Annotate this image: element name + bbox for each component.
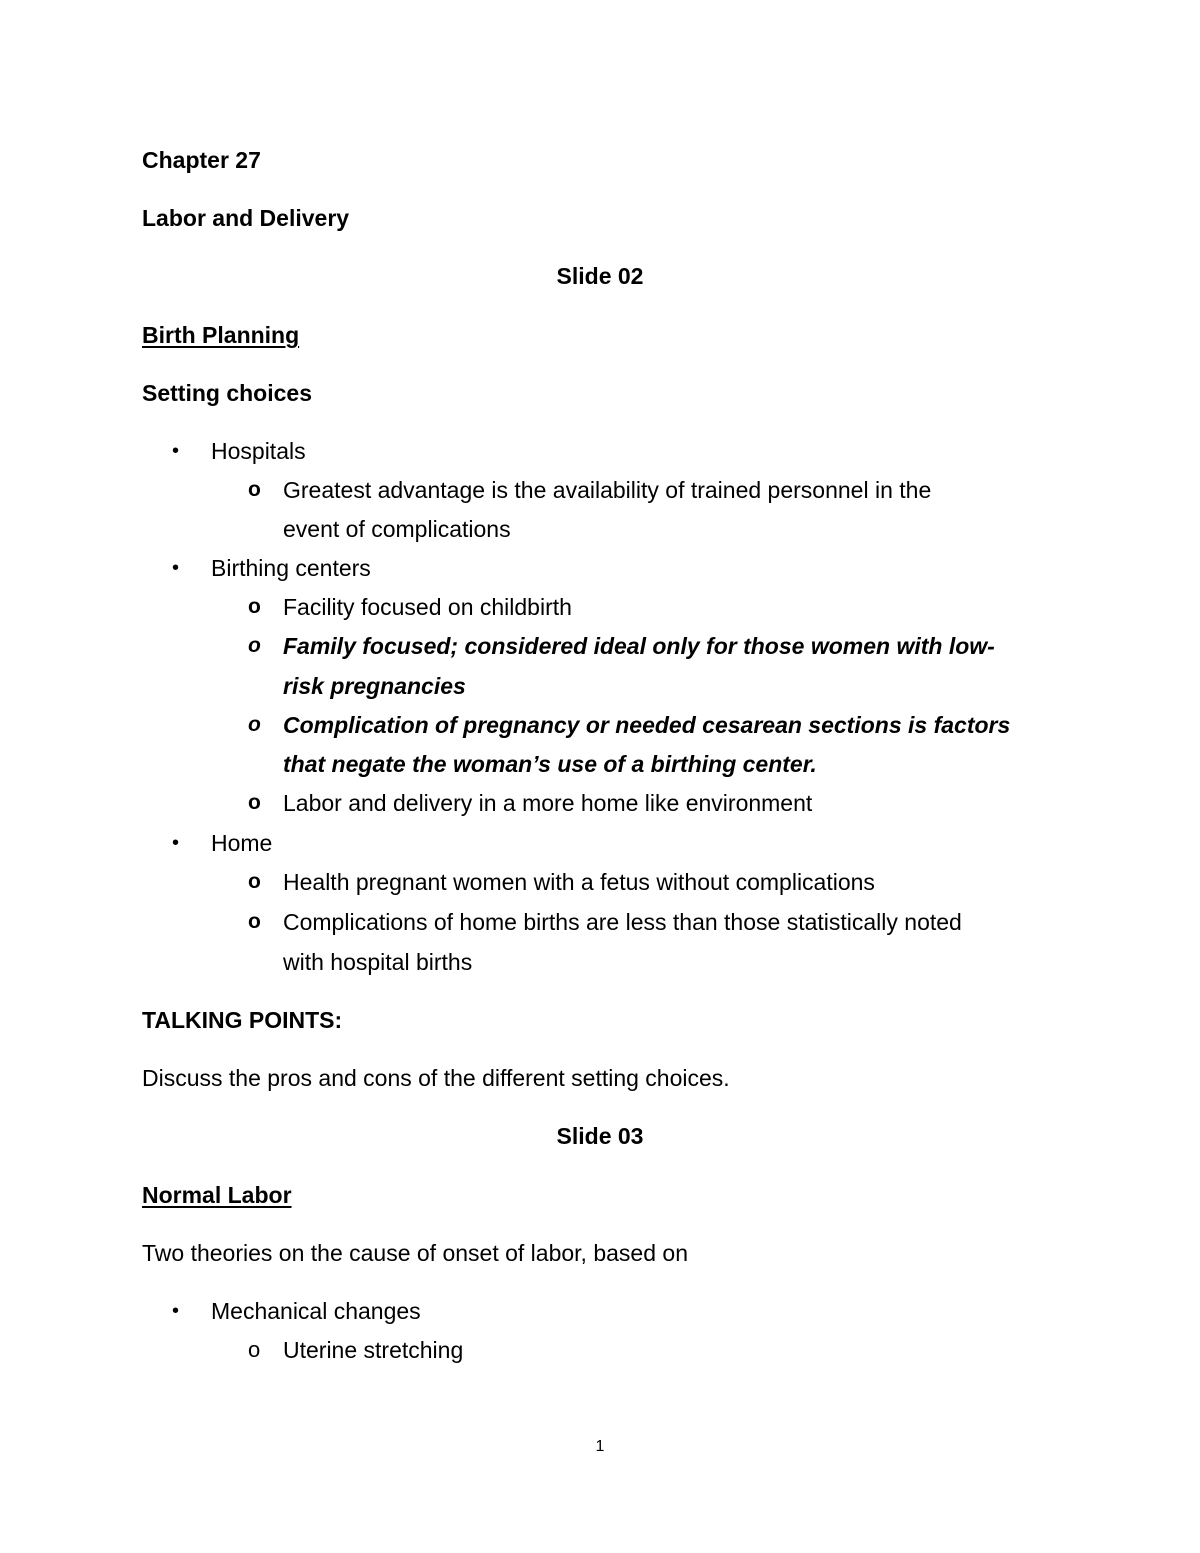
page-number: 1 (595, 1438, 605, 1455)
sub-item-text: with hospital births (283, 949, 473, 975)
sub-bullet-icon: o (248, 1337, 261, 1362)
sub-item-text: Health pregnant women with a fetus without complications (283, 869, 875, 895)
sub-item-text: Greatest advantage is the availability of trained personnel in the (283, 477, 932, 503)
list-item-hospitals: Hospitals (211, 438, 306, 464)
setting-choices-subtitle: Setting choices (142, 380, 312, 406)
slide-03-label: Slide 03 (556, 1123, 644, 1149)
sub-item-text: Family focused; considered ideal only for those women with low- (283, 633, 995, 659)
sub-item-text: risk pregnancies (283, 673, 466, 699)
list-item-home: Home (211, 830, 273, 856)
sub-item-text: Uterine stretching (283, 1337, 464, 1363)
birth-planning-title: Birth Planning (142, 322, 300, 348)
sub-item-text: event of complications (283, 516, 511, 542)
bullet-icon: • (172, 440, 180, 462)
slide-02-label: Slide 02 (556, 263, 644, 289)
bullet-icon: • (172, 832, 180, 854)
sub-bullet-icon: o (248, 634, 261, 657)
list-item-birthing-centers: Birthing centers (211, 555, 371, 581)
sub-item-text: Facility focused on childbirth (283, 594, 572, 620)
sub-item-text: Complication of pregnancy or needed cesarean sections is factors (283, 712, 1011, 738)
sub-bullet-icon: o (248, 791, 261, 814)
sub-bullet-icon: o (248, 713, 261, 736)
bullet-icon: • (172, 557, 180, 579)
normal-labor-intro: Two theories on the cause of onset of labor, based on (142, 1240, 688, 1266)
normal-labor-title: Normal Labor (142, 1182, 292, 1208)
talking-points-label: TALKING POINTS: (142, 1007, 343, 1033)
chapter-heading: Chapter 27 (142, 147, 261, 173)
list-item-mechanical-changes: Mechanical changes (211, 1298, 421, 1324)
sub-bullet-icon: o (248, 595, 261, 618)
sub-item-text: Labor and delivery in a more home like environment (283, 790, 813, 816)
sub-item-text: Complications of home births are less than those statistically noted (283, 909, 962, 935)
sub-item-text: that negate the woman’s use of a birthing center. (283, 751, 817, 777)
bullet-icon: • (172, 1300, 180, 1322)
subject-heading: Labor and Delivery (142, 205, 350, 231)
sub-bullet-icon: o (248, 870, 261, 893)
sub-bullet-icon: o (248, 910, 261, 933)
sub-bullet-icon: o (248, 478, 261, 501)
talking-points-text: Discuss the pros and cons of the different setting choices. (142, 1065, 730, 1091)
